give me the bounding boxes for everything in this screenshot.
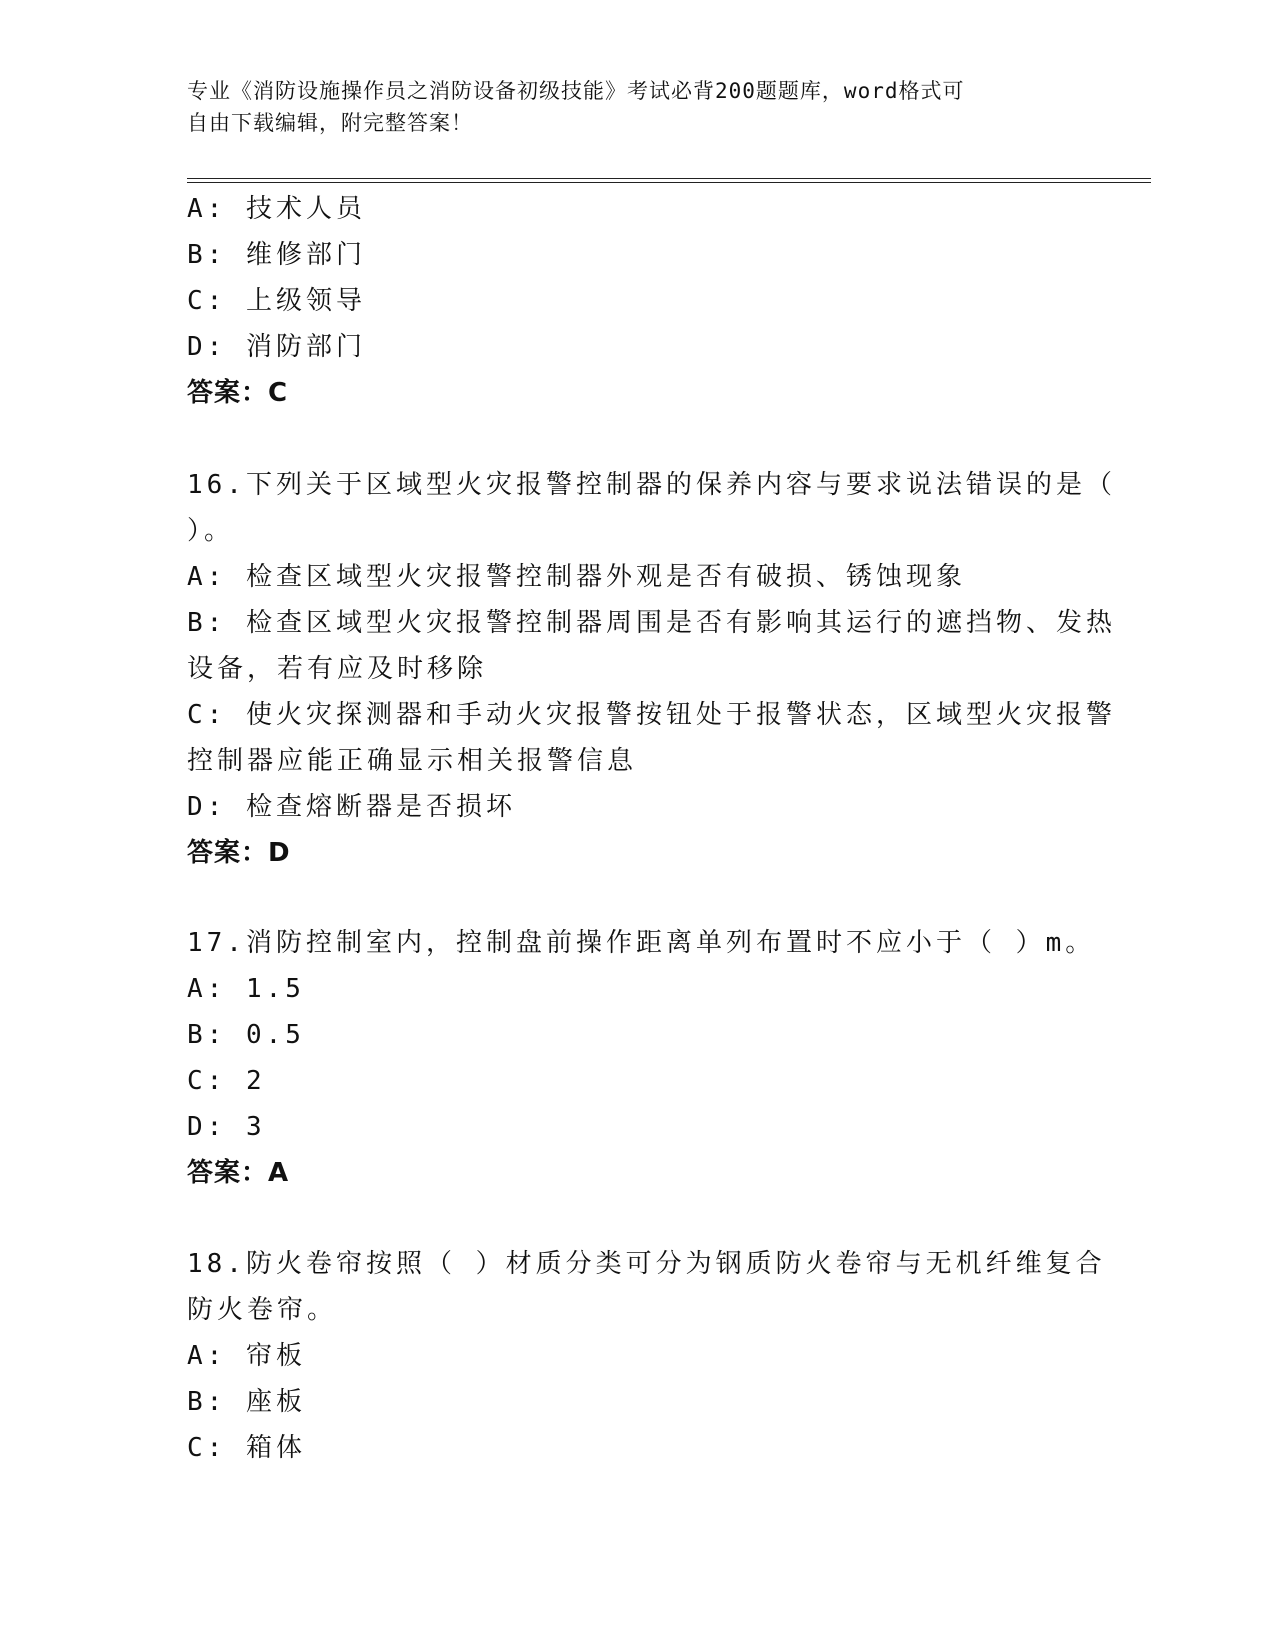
q15-answer: 答案：C [187, 378, 289, 408]
q17-option-c: C: 2 [187, 1066, 266, 1096]
q17-option-d: D: 3 [187, 1112, 266, 1142]
q16-option-c-line-1: C: 使火灾探测器和手动火灾报警按钮处于报警状态，区域型火灾报警 [187, 700, 1116, 730]
q17-answer: 答案：A [187, 1158, 290, 1188]
q16-stem-line-1: 16.下列关于区域型火灾报警控制器的保养内容与要求说法错误的是（ [187, 470, 1116, 500]
q16-option-d: D: 检查熔断器是否损坏 [187, 792, 516, 822]
question-16 [187, 462, 1116, 876]
document-header [187, 75, 1067, 139]
q17-option-a: A: 1.5 [187, 974, 305, 1004]
header-divider-bottom [187, 182, 1151, 183]
q17-option-b: B: 0.5 [187, 1020, 305, 1050]
question-17 [187, 920, 1096, 1196]
question-18 [187, 1241, 1106, 1471]
q15-option-d: D: 消防部门 [187, 332, 366, 362]
q16-answer: 答案：D [187, 838, 291, 868]
header-line-2: 自由下载编辑，附完整答案！ [187, 111, 473, 135]
q16-option-b-line-2: 设备，若有应及时移除 [187, 654, 488, 684]
q16-option-b-line-1: B: 检查区域型火灾报警控制器周围是否有影响其运行的遮挡物、发热 [187, 608, 1116, 638]
q18-stem-line-1: 18.防火卷帘按照（ ）材质分类可分为钢质防火卷帘与无机纤维复合 [187, 1249, 1106, 1279]
q15-option-b: B: 维修部门 [187, 240, 366, 270]
q15-option-c: C: 上级领导 [187, 286, 366, 316]
header-line-1: 专业《消防设施操作员之消防设备初级技能》考试必背200题题库，word格式可 [187, 79, 965, 103]
q18-option-a: A: 帘板 [187, 1341, 306, 1371]
q18-option-b: B: 座板 [187, 1387, 306, 1417]
question-15 [187, 186, 1077, 416]
q16-option-c-line-2: 控制器应能正确显示相关报警信息 [187, 746, 638, 776]
header-divider-top [187, 178, 1151, 179]
q16-option-a: A: 检查区域型火灾报警控制器外观是否有破损、锈蚀现象 [187, 562, 966, 592]
q17-stem: 17.消防控制室内，控制盘前操作距离单列布置时不应小于（ ）m。 [187, 928, 1096, 958]
q15-option-a: A: 技术人员 [187, 194, 366, 224]
q16-stem-line-2: ）。 [187, 516, 235, 546]
q18-option-c: C: 箱体 [187, 1433, 306, 1463]
q18-stem-line-2: 防火卷帘。 [187, 1295, 338, 1325]
